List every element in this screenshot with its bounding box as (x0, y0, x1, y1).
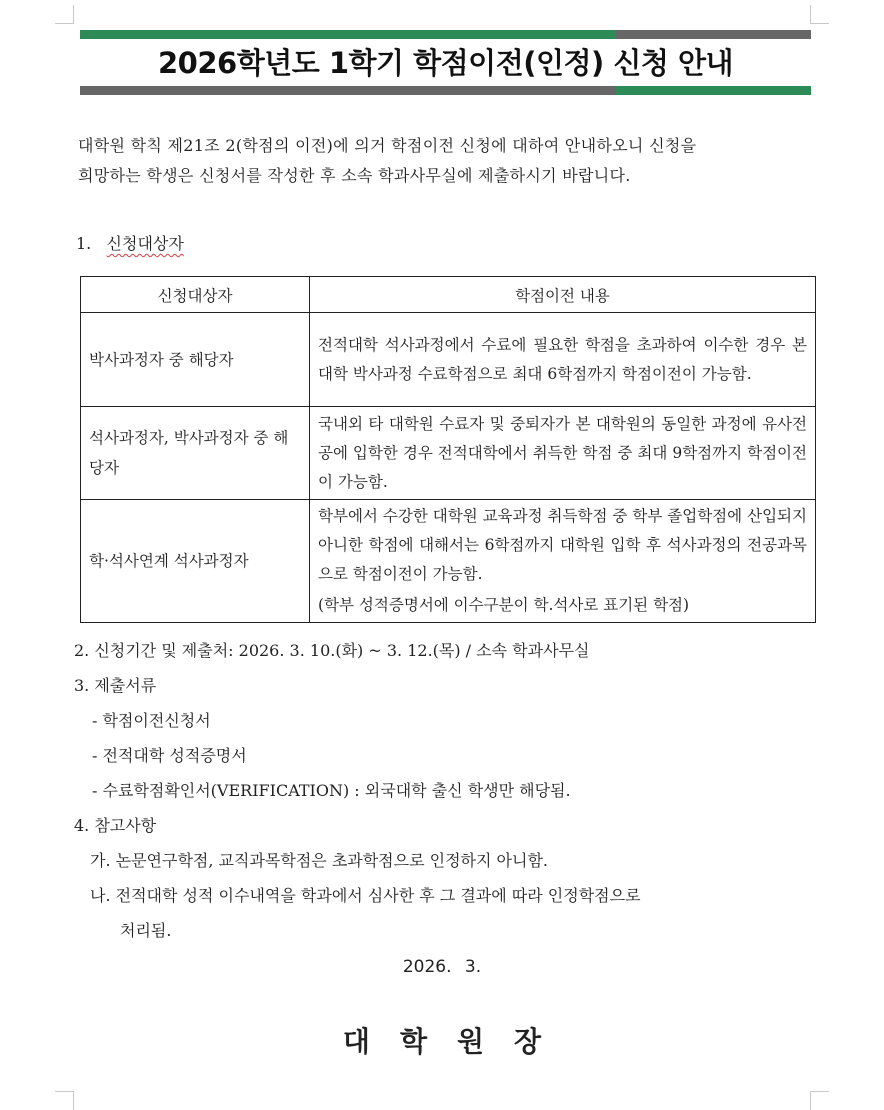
table-header-row (81, 277, 816, 313)
list-item-document: - 수료학점확인서(VERIFICATION) : 외국대학 출신 학생만 해당됨. (92, 781, 571, 800)
table-header-content: 학점이전 내용 (310, 277, 816, 313)
intro-line-1: 대학원 학칙 제21조 2(학점의 이전)에 의거 학점이전 신청에 대하여 안내하오니 신청을 (78, 136, 697, 155)
sections-list (74, 633, 814, 948)
section-1-number: 1. (76, 234, 92, 253)
eligibility-table (80, 276, 816, 623)
table-cell-content (310, 500, 816, 623)
table-cell-content: 국내외 타 대학원 수료자 및 중퇴자가 본 대학원의 동일한 과정에 유사전공에 입학한 경우 전적대학에서 취득한 학점 중 최대 9학점까지 학점이전이 가능함. (310, 407, 816, 500)
signature-dean: 대학원장 (342, 1025, 572, 1058)
intro-paragraph (78, 131, 806, 191)
list-item-document: - 학점이전신청서 (92, 711, 211, 730)
section-1-title: 신청대상자 (106, 234, 184, 253)
table-cell-content-text: 학부에서 수강한 대학원 교육과정 취득학점 중 학부 졸업학점에 산입되지 아니한 학점에 대해서는 6학점까지 대학원 입학 후 석사과정의 전공과목으로 학점이전이 가능함. (318, 507, 807, 583)
table-cell-content: 전적대학 석사과정에서 수료에 필요한 학점을 초과하여 이수한 경우 본 대학 박사과정 수료학점으로 최대 6학점까지 학점이전이 가능함. (310, 313, 816, 407)
title-bar-bottom (80, 86, 811, 95)
section-1-heading (76, 230, 184, 258)
crop-mark-top-right (810, 5, 829, 24)
section-3-heading: 3. 제출서류 (74, 676, 157, 695)
table-cell-target: 학·석사연계 석사과정자 (81, 500, 310, 623)
table-row (81, 500, 816, 623)
note-item-a: 가. 논문연구학점, 교직과목학점은 초과학점으로 인정하지 아니함. (90, 851, 549, 870)
table-cell-target: 석사과정자, 박사과정자 중 해당자 (81, 407, 310, 500)
crop-mark-bottom-right (810, 1091, 829, 1110)
page-title: 2026학년도 1학기 학점이전(인정) 신청 안내 (158, 46, 733, 80)
section-4-heading: 4. 참고사항 (74, 816, 157, 835)
table-row (81, 407, 816, 500)
list-item-document: - 전적대학 성적증명서 (92, 746, 247, 765)
intro-line-2: 희망하는 학생은 신청서를 작성한 후 소속 학과사무실에 제출하시기 바랍니다. (78, 166, 631, 185)
document-date: 2026. 3. (402, 957, 482, 977)
section-2-application-period: 2. 신청기간 및 제출처: 2026. 3. 10.(화) ~ 3. 12.(목) / 소속 학과사무실 (74, 641, 590, 660)
title-bar-top (80, 30, 811, 39)
note-item-b-line-1: 나. 전적대학 성적 이수내역을 학과에서 심사한 후 그 결과에 따라 인정학점으로 (90, 886, 641, 905)
crop-mark-bottom-left (55, 1091, 74, 1110)
table-cell-target: 박사과정자 중 해당자 (81, 313, 310, 407)
table-row (81, 313, 816, 407)
crop-mark-top-left (55, 5, 74, 24)
note-item-b-line-2: 처리됨. (120, 921, 172, 940)
table-cell-note: (학부 성적증명서에 이수구분이 학.석사로 표기된 학점) (318, 596, 690, 614)
table-header-target: 신청대상자 (81, 277, 310, 313)
